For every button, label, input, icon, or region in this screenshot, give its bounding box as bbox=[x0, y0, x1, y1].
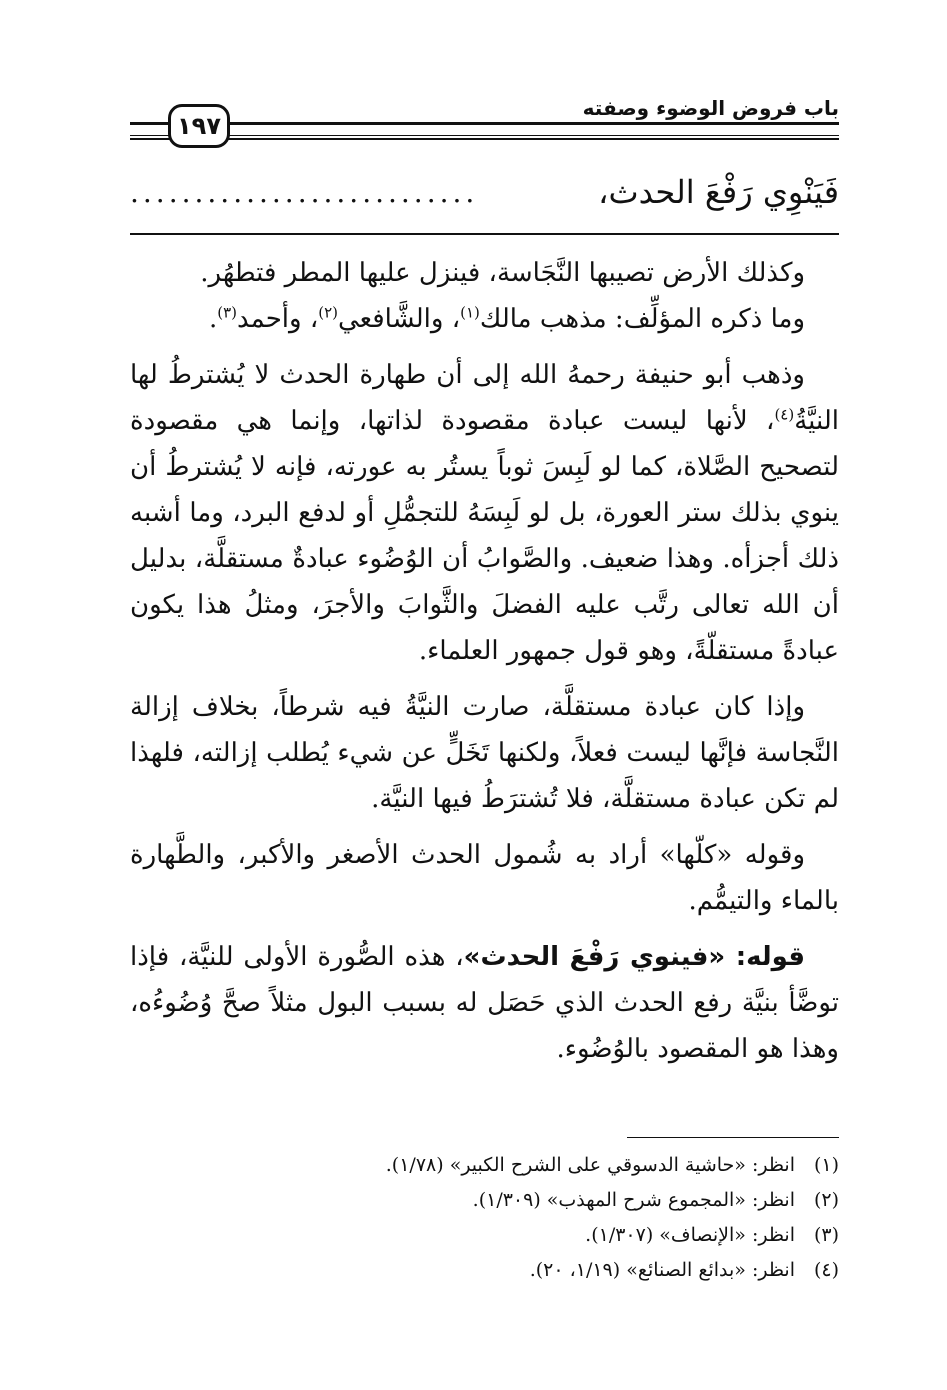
footnote-2 bbox=[199, 1183, 839, 1218]
paragraph-2 bbox=[130, 296, 839, 342]
footnote-3 bbox=[199, 1218, 839, 1253]
paragraph-3-part-1: وذهب أبو حنيفة رحمهُ الله إلى أن طهارة الحدث لا يُشترطُ لها النيَّةُ bbox=[130, 360, 839, 436]
footnote-marker-3[interactable]: (٣) bbox=[217, 303, 238, 322]
footnote-separator bbox=[627, 1137, 839, 1138]
footnote-marker-1[interactable]: (١) bbox=[460, 303, 480, 322]
footnote-text: انظر: «المجموع شرح المهذب» (١/٣٠٩). bbox=[472, 1189, 795, 1211]
paragraph-3 bbox=[130, 352, 839, 674]
quote-label: قوله: «فينوي رَفْعَ الحدث» bbox=[463, 942, 805, 972]
paragraph-5: وقوله «كلّها» أراد به شُمول الحدث الأصغر والأكبر، والطَّهارة بالماء والتيمُّم. bbox=[130, 840, 839, 916]
footnote-text: انظر: «حاشية الدسوقي على الشرح الكبير» (١/٧٨). bbox=[385, 1154, 795, 1176]
footnote-number: (١) bbox=[813, 1154, 839, 1176]
footnote-marker-4[interactable]: (٤) bbox=[774, 405, 795, 424]
footnote-4 bbox=[199, 1253, 839, 1288]
matn-line bbox=[130, 168, 839, 216]
paragraph-6-text: ، هذه الصُّورة الأولى للنيَّة، فإذا توضَّأ بنيَّة رفع الحدث الذي حَصَل له بسبب البول مثلاً صحَّ وُضُوءُه، وهذا هو المقصود بالوُضُوء. bbox=[130, 942, 839, 1064]
chapter-title: باب فروض الوضوء وصفته bbox=[582, 96, 839, 120]
paragraph-3-part-2: ، لأنها ليست عبادة مقصودة لذاتها، وإنما هي مقصودة لتصحيح الصَّلاة، كما لو لَبِسَ ثوباً يستُر به عورته، فإنه لا يُشترطُ أن ينوي بذلك ستر العورة، بل لو لَبِسَهُ للتجمُّلِ أو لدفع البرد، وما أشبه ذلك أجزأه. وهذا ضعيف. والصَّوابُ أن الوُضُوء عبادةٌ مستقلَّة، بدليل أن الله تعالى رتَّب عليه الفضلَ والثَّوابَ والأجرَ، ومثلُ هذا يكون عبادةً مستقلّةً، وهو قول جمهور العلماء. bbox=[130, 406, 839, 666]
paragraph-2-part-3: ، وأحمد bbox=[237, 304, 319, 334]
page-number: ١٩٧ bbox=[168, 104, 230, 148]
footnote-number: (٤) bbox=[813, 1259, 839, 1281]
matn-text: فَيَنْوِي رَفْعَ الحدث، bbox=[598, 173, 839, 211]
header-rule-double bbox=[130, 122, 839, 136]
commentary-text bbox=[130, 250, 839, 1072]
footnote-text: انظر: «الإنصاف» (١/٣٠٧). bbox=[585, 1224, 795, 1246]
footnote-text: انظر: «بدائع الصنائع» (١/١٩، ٢٠). bbox=[529, 1259, 795, 1281]
matn-rule bbox=[130, 233, 839, 235]
paragraph-2-part-1: وما ذكره المؤلِّف: مذهب مالك bbox=[479, 304, 805, 334]
footnote-marker-2[interactable]: (٢) bbox=[318, 303, 338, 322]
matn-dots: ........................... bbox=[130, 175, 479, 209]
footnote-number: (٢) bbox=[813, 1189, 839, 1211]
paragraph-1: وكذلك الأرض تصيبها النَّجَاسة، فينزل عليها المطر فتطهُر. bbox=[200, 258, 805, 288]
header-rule bbox=[130, 138, 839, 140]
paragraph-6 bbox=[130, 934, 839, 1072]
footnote-number: (٣) bbox=[813, 1224, 839, 1246]
paragraph-2-part-4: . bbox=[208, 304, 218, 334]
paragraph-4: وإذا كان عبادة مستقلَّة، صارت النيَّةُ فيه شرطاً، بخلاف إزالة النَّجاسة فإنَّها ليست فعلاً، ولكنها تَخَلٍّ عن شيء يُطلب إزالته، فلهذا لم تكن عبادة مستقلَّة، فلا تُشترَطُ فيها النيَّة. bbox=[130, 692, 839, 814]
footnote-1 bbox=[199, 1148, 839, 1183]
paragraph-2-part-2: ، والشَّافعي bbox=[338, 304, 461, 334]
footnotes bbox=[199, 1148, 839, 1288]
